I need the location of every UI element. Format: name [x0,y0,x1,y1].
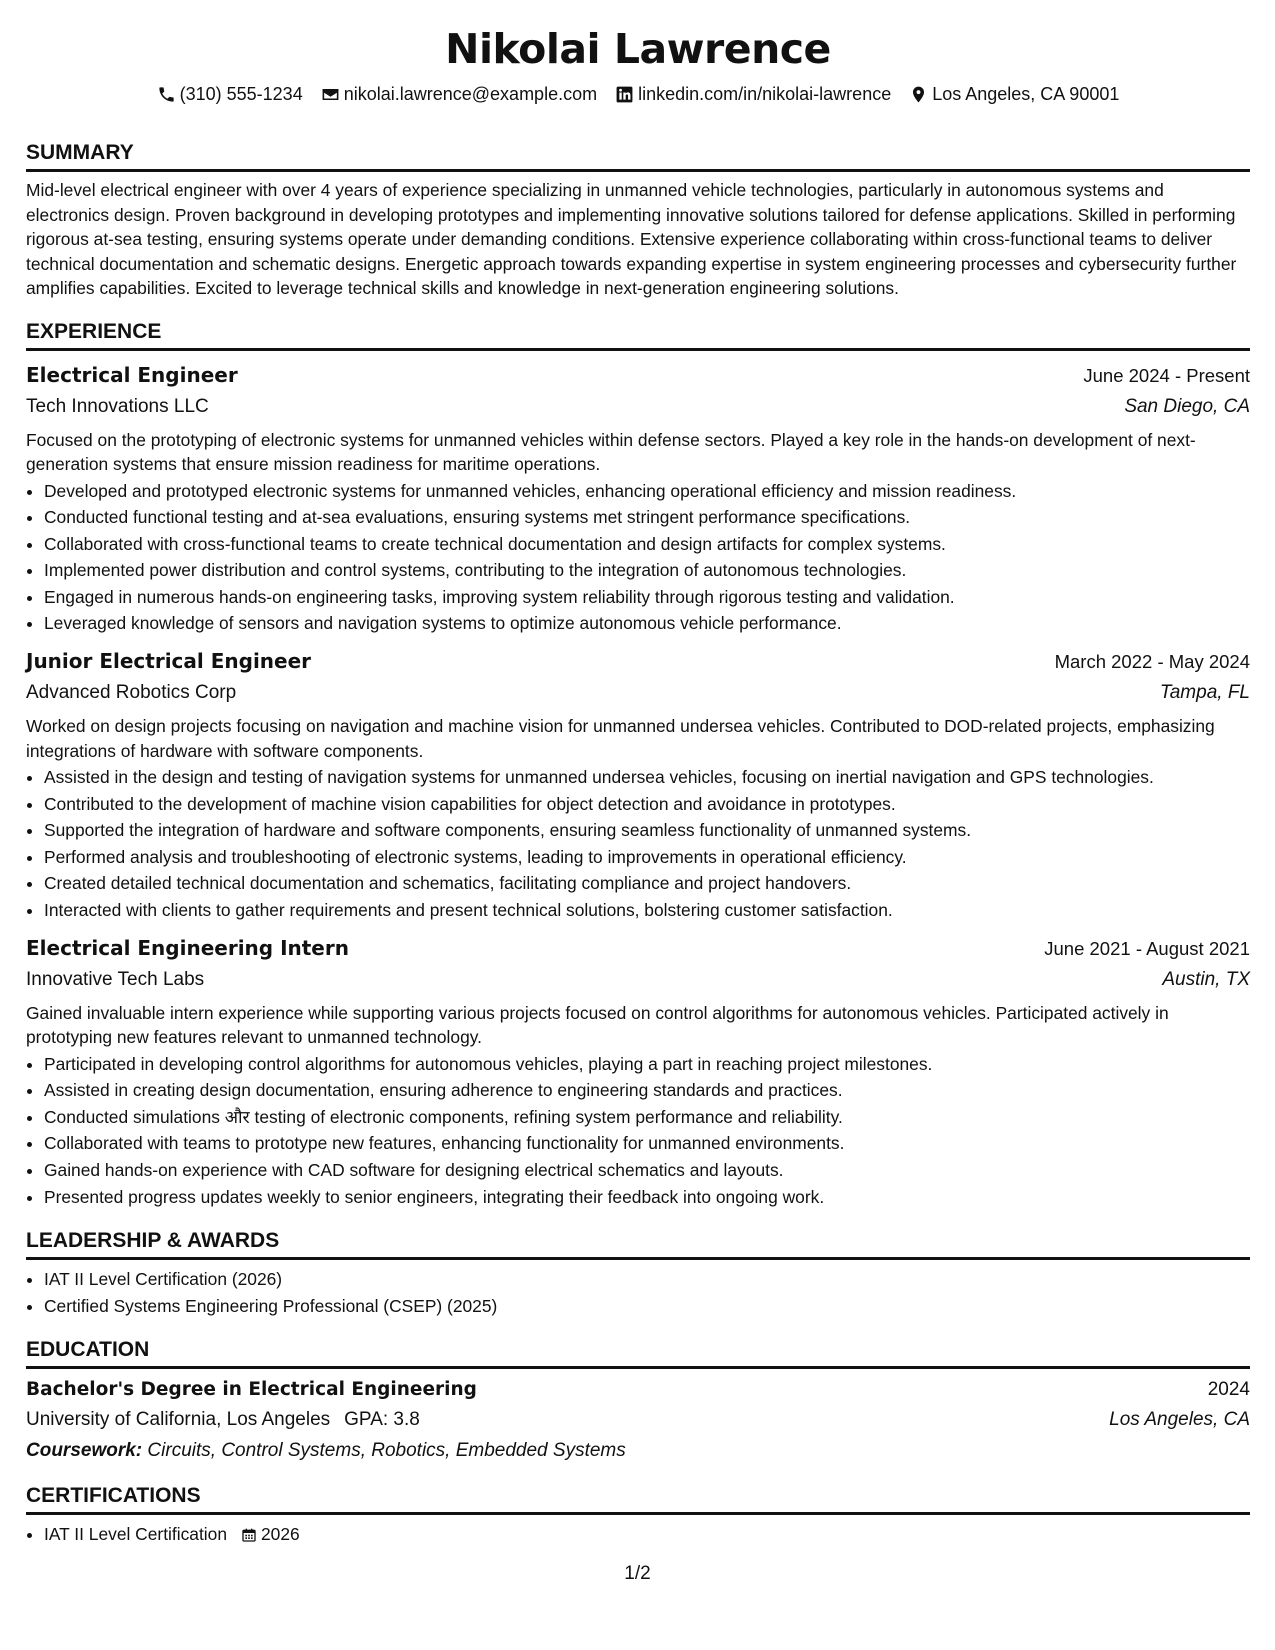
location-text: Los Angeles, CA 90001 [932,84,1120,104]
contact-email[interactable] [321,82,597,106]
job-description: Worked on design projects focusing on navigation and machine vision for unmanned undersea vehicles. Contributed to DOD-related projects, emphasizing integrations of hardware with software components. [26,716,1215,761]
company-name: Tech Innovations LLC [26,395,209,417]
bullet-item: • Supported the integration of hardware and software components, ensuring seamless functionality of unmanned systems. [44,817,1250,844]
envelope-icon [321,85,340,104]
certification-item [44,1521,1250,1548]
company-name: Advanced Robotics Corp [26,682,237,704]
bullet-item: • Interacted with clients to gather requirements and present technical solutions, bolstering customer satisfaction. [44,897,1250,924]
bullet-item: • Conducted functional testing and at-sea evaluations, ensuring systems met stringent performance specifications. [44,504,1250,531]
certifications-list [26,1521,1250,1548]
job-location: Austin, TX [1162,968,1250,990]
bullet-item: • Conducted simulations और testing of electronic components, refining system performance and reliability. [44,1104,1250,1131]
job-description: Gained invaluable intern experience while supporting various projects focused on control algorithms for autonomous vehicles. Participated actively in prototyping new features relevant to unmanned technology. [26,1002,1169,1048]
bullet-item: • Implemented power distribution and control systems, contributing to the integration of autonomous technologies. [44,557,1250,584]
bullet-item: • Created detailed technical documentation and schematics, facilitating compliance and project handovers. [44,870,1250,897]
bullet-item: • Gained hands-on experience with CAD software for designing electrical schematics and layouts. [44,1157,1250,1184]
summary-heading: SUMMARY [26,140,1250,172]
bullet-item: • Performed analysis and troubleshooting of electronic systems, leading to improvements in operational efficiency. [44,844,1250,871]
summary-text: Mid-level electrical engineer with over 4 years of experience specializing in unmanned vehicle technologies, particularly in autonomous systems and electronics design. Proven background in developing prototypes and implementing innovative solutions tailored for defense applications. Skilled in performing rigorous at-sea testing, ensuring systems operate under demanding conditions. Extensive experience collaborating within cross-functional teams to deliver technical documentation and schematic designs. Energetic approach towards expanding expertise in system engineering processes and cybersecurity further amplifies capabilities. Excited to leverage technical skills and knowledge in next-generation engineering solutions. [26,180,1237,298]
award-item: • IAT II Level Certification (2026) [44,1266,1250,1293]
bullet-item: • Developed and prototyped electronic systems for unmanned vehicles, enhancing operational efficiency and mission readiness. [44,478,1250,505]
bullet-item: • Assisted in the design and testing of navigation systems for unmanned undersea vehicles, focusing on inertial navigation and GPS technologies. [44,764,1250,791]
contact-linkedin[interactable] [615,82,891,106]
bullet-item: • Assisted in creating design documentation, ensuring adherence to engineering standards and practices. [44,1077,1250,1104]
job-bullets [26,478,1250,638]
job-title: Junior Electrical Engineer [26,649,312,674]
certification-date [241,1521,300,1548]
coursework [26,1437,1250,1465]
bullet-item: • Presented progress updates weekly to senior engineers, integrating their feedback into ongoing work. [44,1184,1250,1211]
job-location: San Diego, CA [1124,395,1250,417]
job-dates: June 2024 - Present [1083,364,1250,386]
coursework-label: Coursework: [26,1440,143,1462]
job-entry [26,934,1250,1211]
job-description: Focused on the prototyping of electronic systems for unmanned vehicles within defense sectors. Played a key role in the hands-on development of next-generation systems that ensure mission readiness for maritime operations. [26,429,1196,474]
contact-location [909,82,1119,106]
degree-name: Bachelor's Degree in Electrical Engineering [26,1379,477,1401]
job-location: Tampa, FL [1159,682,1250,704]
candidate-name: Nikolai Lawrence [445,25,831,73]
company-name: Innovative Tech Labs [26,968,205,990]
gpa: GPA: 3.8 [344,1409,420,1431]
email-link[interactable]: nikolai.lawrence@example.com [343,84,598,104]
certification-name: • IAT II Level Certification [44,1524,227,1545]
certification-year: 2026 [261,1524,300,1545]
job-dates: June 2021 - August 2021 [1044,937,1250,959]
bullet-item: • Collaborated with cross-functional teams to create technical documentation and design artifacts for complex systems. [44,531,1250,558]
education-entry [26,1377,1250,1465]
job-entry [26,647,1250,924]
education-heading: EDUCATION [26,1337,1250,1369]
page-number: 1/2 [624,1563,651,1584]
school-name: University of California, Los Angeles [26,1409,331,1431]
school-info [26,1406,420,1434]
job-bullets [26,764,1250,924]
experience-heading: EXPERIENCE [26,319,1250,351]
awards-list [26,1266,1250,1319]
linkedin-icon [615,85,634,104]
bullet-item: • Collaborated with teams to prototype new features, enhancing functionality for unmanned environments. [44,1130,1250,1157]
awards-heading: LEADERSHIP & AWARDS [26,1228,1250,1260]
awards-section [26,1228,1250,1319]
map-pin-icon [909,85,928,104]
certifications-heading: CERTIFICATIONS [26,1483,1250,1515]
job-dates: March 2022 - May 2024 [1054,651,1250,673]
resume-page [26,0,1250,1548]
job-bullets [26,1051,1250,1211]
bullet-item: • Contributed to the development of machine vision capabilities for object detection and avoidance in prototypes. [44,791,1250,818]
graduation-year: 2024 [1207,1379,1250,1401]
phone-text: (310) 555-1234 [179,84,303,104]
job-title: Electrical Engineer [26,362,238,387]
linkedin-link[interactable]: linkedin.com/in/nikolai-lawrence [638,84,892,104]
school-location: Los Angeles, CA [1109,1409,1250,1431]
coursework-list: Circuits, Control Systems, Robotics, Embedded Systems [147,1440,626,1462]
bullet-item: • Leveraged knowledge of sensors and navigation systems to optimize autonomous vehicle performance. [44,610,1250,637]
phone-icon [157,85,176,104]
job-title: Electrical Engineering Intern [26,935,349,960]
job-entry [26,361,1250,638]
bullet-item: • Engaged in numerous hands-on engineering tasks, improving system reliability through rigorous testing and validation. [44,584,1250,611]
award-item: • Certified Systems Engineering Professional (CSEP) (2025) [44,1293,1250,1320]
contact-bar [26,82,1250,106]
calendar-icon [241,1527,257,1543]
bullet-item: • Participated in developing control algorithms for autonomous vehicles, playing a part in reaching project milestones. [44,1051,1250,1078]
contact-phone [157,82,303,106]
